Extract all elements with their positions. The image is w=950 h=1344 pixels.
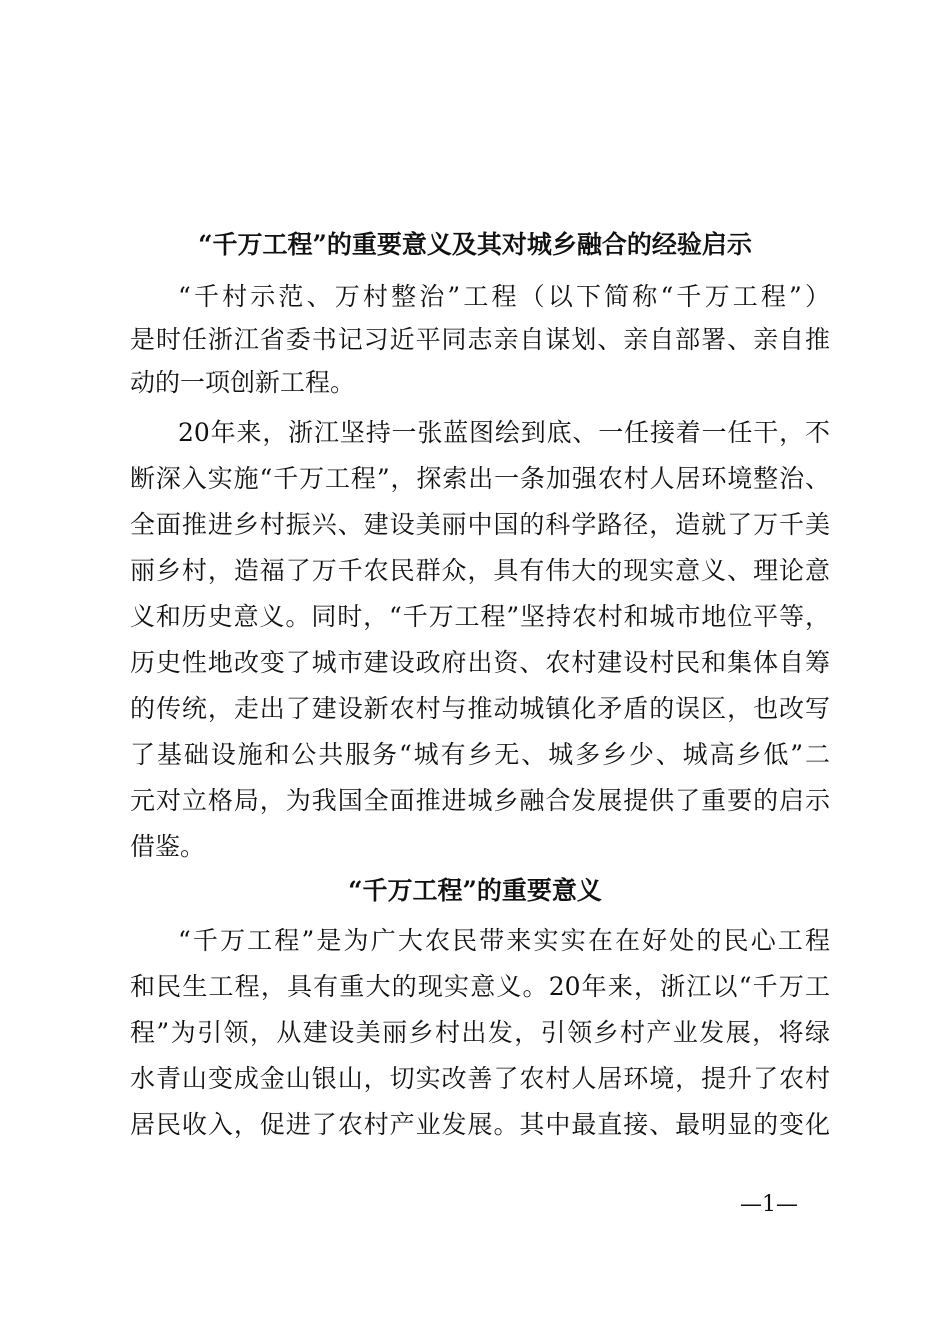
paragraph-line: 了基础设施和公共服务“城有乡无、城多乡少、城高乡低”二 [130,740,830,769]
paragraph-line: 居民收入，促进了农村产业发展。其中最直接、最明显的变化 [130,1110,830,1139]
paragraph-line: 和民生工程，具有重大的现实意义。20年来，浙江以“千万工 [130,972,830,1001]
paragraph-line: 断深入实施“千万工程”，探索出一条加强农村人居环境整治、 [130,464,830,493]
paragraph-line: “千万工程”是为广大农民带来实实在在好处的民心工程 [178,926,830,955]
section-heading: “千万工程”的重要意义 [348,876,602,905]
paragraph-line: 的传统，走出了建设新农村与推动城镇化矛盾的误区，也改写 [130,694,830,723]
paragraph-line: 是时任浙江省委书记习近平同志亲自谋划、亲自部署、亲自推 [130,325,830,354]
paragraph-line: 丽乡村，造福了万千农民群众，具有伟大的现实意义、理论意 [130,556,830,585]
document-title: “千万工程”的重要意义及其对城乡融合的经验启示 [198,230,752,259]
paragraph-line: 程”为引领，从建设美丽乡村出发，引领乡村产业发展，将绿 [130,1018,830,1047]
paragraph-line: 元对立格局，为我国全面推进城乡融合发展提供了重要的启示 [130,786,830,815]
paragraph-line: 历史性地改变了城市建设政府出资、农村建设村民和集体自筹 [130,648,830,677]
page-number: —1— [740,1192,798,1217]
paragraph-line: 水青山变成金山银山，切实改善了农村人居环境，提升了农村 [130,1064,830,1093]
paragraph-line: 借鉴。 [130,832,206,861]
paragraph-line: 义和历史意义。同时，“千万工程”坚持农村和城市地位平等， [130,602,830,631]
paragraph-line: 动的一项创新工程。 [130,368,356,397]
paragraph-line: 全面推进乡村振兴、建设美丽中国的科学路径，造就了万千美 [130,510,830,539]
paragraph-line: “千村示范、万村整治”工程（以下简称“千万工程”） [178,282,830,311]
paragraph-line: 20年来，浙江坚持一张蓝图绘到底、一任接着一任干，不 [178,418,830,447]
